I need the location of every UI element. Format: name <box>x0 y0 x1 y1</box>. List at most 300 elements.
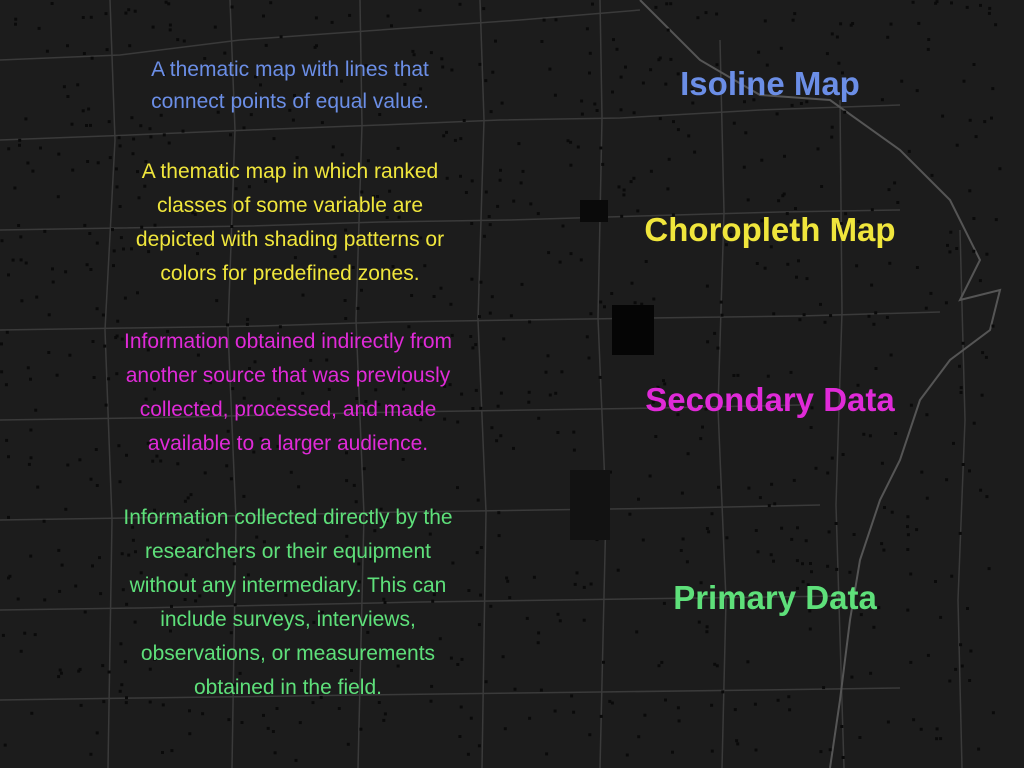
population-dot <box>955 247 958 250</box>
population-dot <box>18 144 21 147</box>
population-dot <box>952 442 955 445</box>
population-dot <box>590 583 593 586</box>
population-dot <box>968 469 971 472</box>
population-dot <box>43 230 46 233</box>
population-dot <box>810 426 813 429</box>
population-dot <box>433 295 436 298</box>
population-dot <box>658 664 661 667</box>
population-dot <box>540 689 543 692</box>
population-dot <box>445 131 448 134</box>
population-dot <box>96 484 99 487</box>
definition-secondary-data: Information obtained indirectly from another source that was previously collected, processed, and made available to a larger audience. <box>124 330 452 455</box>
population-dot <box>945 478 948 481</box>
population-dot <box>7 516 10 519</box>
population-dot <box>882 549 885 552</box>
population-dot <box>764 19 767 22</box>
population-dot <box>231 6 234 9</box>
population-dot <box>315 44 318 47</box>
population-dot <box>826 52 829 55</box>
population-dot <box>363 467 366 470</box>
population-dot <box>267 727 270 730</box>
population-dot <box>815 467 818 470</box>
population-dot <box>979 4 982 7</box>
population-dot <box>190 493 193 496</box>
population-dot <box>576 571 579 574</box>
population-dot <box>981 394 984 397</box>
population-dot <box>950 575 953 578</box>
population-dot <box>988 7 991 10</box>
population-dot <box>47 351 50 354</box>
population-dot <box>20 258 23 261</box>
population-dot <box>780 527 783 530</box>
population-dot <box>972 250 975 253</box>
population-dot <box>4 744 7 747</box>
population-dot <box>665 2 668 5</box>
population-dot <box>262 15 265 18</box>
population-dot <box>733 122 736 125</box>
population-dot <box>961 665 964 668</box>
population-dot <box>698 621 701 624</box>
population-dot <box>869 672 872 675</box>
population-dot <box>667 29 670 32</box>
population-dot <box>645 260 648 263</box>
population-dot <box>537 212 540 215</box>
population-dot <box>537 631 540 634</box>
population-dot <box>672 120 675 123</box>
population-dot <box>570 694 573 697</box>
population-dot <box>810 570 813 573</box>
population-dot <box>332 145 335 148</box>
population-dot <box>108 120 111 123</box>
population-dot <box>755 529 758 532</box>
population-dot <box>574 583 577 586</box>
population-dot <box>908 150 911 153</box>
population-dot <box>620 108 623 111</box>
population-dot <box>790 371 793 374</box>
population-dot <box>650 170 653 173</box>
population-dot <box>711 750 714 753</box>
population-dot <box>791 104 794 107</box>
population-dot <box>678 719 681 722</box>
population-dot <box>504 727 507 730</box>
population-dot <box>176 462 179 465</box>
population-dot <box>936 727 939 730</box>
population-dot <box>720 301 723 304</box>
population-dot <box>19 235 22 238</box>
population-dot <box>13 187 16 190</box>
population-dot <box>152 26 155 29</box>
population-dot <box>588 72 591 75</box>
population-dot <box>46 50 49 53</box>
population-dot <box>939 737 942 740</box>
population-dot <box>843 111 846 114</box>
population-dot <box>537 641 540 644</box>
population-dot <box>983 120 986 123</box>
population-dot <box>583 586 586 589</box>
population-dot <box>747 487 750 490</box>
population-dot <box>649 475 652 478</box>
population-dot <box>736 374 739 377</box>
population-dot <box>929 292 932 295</box>
population-dot <box>28 463 31 466</box>
population-dot <box>510 314 513 317</box>
population-dot <box>167 2 170 5</box>
population-dot <box>596 109 599 112</box>
population-dot <box>128 44 131 47</box>
population-dot <box>82 16 85 19</box>
population-dot <box>716 664 719 667</box>
population-dot <box>969 650 972 653</box>
population-dot <box>616 48 619 51</box>
population-dot <box>297 485 300 488</box>
population-dot <box>788 708 791 711</box>
population-dot <box>755 749 758 752</box>
population-dot <box>527 401 530 404</box>
population-dot <box>118 136 121 139</box>
population-dot <box>612 38 615 41</box>
population-dot <box>693 151 696 154</box>
population-dot <box>798 318 801 321</box>
population-dot <box>991 87 994 90</box>
population-dot <box>632 177 635 180</box>
population-dot <box>116 320 119 323</box>
population-dot <box>274 751 277 754</box>
population-dot <box>962 463 965 466</box>
population-dot <box>975 135 978 138</box>
population-dot <box>547 354 550 357</box>
population-dot <box>969 119 972 122</box>
population-dot <box>569 164 572 167</box>
population-dot <box>826 472 829 475</box>
population-dot <box>204 471 207 474</box>
population-dot <box>842 453 845 456</box>
population-dot <box>581 113 584 116</box>
population-dot <box>460 706 463 709</box>
population-dot <box>631 282 634 285</box>
population-dot <box>839 22 842 25</box>
population-dot <box>959 643 962 646</box>
population-dot <box>848 571 851 574</box>
population-dot <box>572 431 575 434</box>
population-dot <box>941 115 944 118</box>
population-dot <box>601 163 604 166</box>
population-dot <box>6 331 9 334</box>
population-dot <box>559 619 562 622</box>
population-dot <box>927 48 930 51</box>
population-dot <box>687 452 690 455</box>
population-dot <box>972 217 975 220</box>
population-dot <box>545 371 548 374</box>
population-dot <box>494 40 497 43</box>
population-dot <box>925 307 928 310</box>
population-dot <box>891 511 894 514</box>
population-dot <box>706 340 709 343</box>
population-dot <box>948 680 951 683</box>
population-dot <box>280 35 283 38</box>
population-dot <box>43 520 46 523</box>
population-dot <box>711 512 714 515</box>
population-dot <box>797 259 800 262</box>
population-dot <box>556 431 559 434</box>
population-dot <box>617 569 620 572</box>
population-dot <box>548 68 551 71</box>
population-dot <box>38 27 41 30</box>
population-dot <box>840 725 843 728</box>
population-dot <box>533 576 536 579</box>
population-dot <box>482 7 485 10</box>
population-dot <box>868 315 871 318</box>
population-dot <box>830 136 833 139</box>
population-dot <box>610 292 613 295</box>
population-dot <box>537 417 540 420</box>
population-dot <box>467 753 470 756</box>
population-dot <box>521 283 524 286</box>
population-dot <box>706 625 709 628</box>
population-dot <box>966 607 969 610</box>
population-dot <box>170 749 173 752</box>
population-dot <box>96 307 99 310</box>
population-dot <box>950 1 953 4</box>
population-dot <box>589 52 592 55</box>
population-dot <box>7 273 10 276</box>
population-dot <box>557 613 560 616</box>
population-dot <box>888 188 891 191</box>
population-dot <box>754 703 757 706</box>
population-dot <box>912 718 915 721</box>
population-dot <box>5 383 8 386</box>
population-dot <box>634 301 637 304</box>
population-dot <box>855 264 858 267</box>
population-dot <box>165 1 168 4</box>
population-dot <box>353 484 356 487</box>
population-dot <box>888 262 891 265</box>
population-dot <box>912 1 915 4</box>
population-dot <box>96 731 99 734</box>
population-dot <box>736 742 739 745</box>
population-dot <box>637 735 640 738</box>
population-dot <box>706 527 709 530</box>
population-dot <box>652 298 655 301</box>
population-dot <box>806 277 809 280</box>
population-dot <box>569 141 572 144</box>
population-dot <box>7 577 10 580</box>
population-dot <box>793 479 796 482</box>
population-dot <box>746 660 749 663</box>
population-dot <box>626 754 629 757</box>
population-dot <box>699 437 702 440</box>
population-dot <box>580 258 583 261</box>
population-dot <box>669 58 672 61</box>
population-dot <box>835 522 838 525</box>
population-dot <box>163 133 166 136</box>
population-dot <box>26 162 29 165</box>
population-dot <box>786 263 789 266</box>
population-dot <box>705 11 708 14</box>
population-dot <box>819 303 822 306</box>
population-dot <box>805 539 808 542</box>
population-dot <box>586 335 589 338</box>
population-dot <box>66 464 69 467</box>
population-dot <box>777 699 780 702</box>
population-dot <box>554 392 557 395</box>
population-dot <box>666 187 669 190</box>
population-dot <box>489 312 492 315</box>
population-dot <box>17 224 20 227</box>
population-dot <box>529 202 532 205</box>
population-dot <box>985 495 988 498</box>
dense-dot-cluster <box>612 305 654 355</box>
population-dot <box>124 297 127 300</box>
population-dot <box>611 702 614 705</box>
population-dot <box>227 718 230 721</box>
population-dot <box>470 717 473 720</box>
population-dot <box>410 294 413 297</box>
population-dot <box>836 36 839 39</box>
population-dot <box>573 449 576 452</box>
population-dot <box>384 712 387 715</box>
population-dot <box>7 147 10 150</box>
population-dot <box>623 189 626 192</box>
population-dot <box>760 159 763 162</box>
population-dot <box>29 429 32 432</box>
population-dot <box>862 433 865 436</box>
population-dot <box>756 262 759 265</box>
population-dot <box>721 690 724 693</box>
population-dot <box>934 580 937 583</box>
population-dot <box>149 127 152 130</box>
population-dot <box>777 199 780 202</box>
population-dot <box>299 721 302 724</box>
population-dot <box>906 548 909 551</box>
population-dot <box>927 38 930 41</box>
population-dot <box>931 174 934 177</box>
population-dot <box>793 12 796 15</box>
population-dot <box>230 477 233 480</box>
population-dot <box>169 24 172 27</box>
population-dot <box>31 170 34 173</box>
population-dot <box>454 139 457 142</box>
population-dot <box>790 538 793 541</box>
population-dot <box>710 704 713 707</box>
population-dot <box>344 317 347 320</box>
population-dot <box>572 711 575 714</box>
population-dot <box>528 391 531 394</box>
population-dot <box>66 44 69 47</box>
population-dot <box>459 137 462 140</box>
population-dot <box>618 185 621 188</box>
population-dot <box>357 307 360 310</box>
population-dot <box>543 19 546 22</box>
population-dot <box>962 342 965 345</box>
population-dot <box>554 94 557 97</box>
population-dot <box>716 347 719 350</box>
population-dot <box>680 549 683 552</box>
population-dot <box>411 50 414 53</box>
population-dot <box>35 296 38 299</box>
population-dot <box>686 560 689 563</box>
population-dot <box>188 732 191 735</box>
definition-isoline: A thematic map with lines that connect points of equal value. <box>151 58 429 113</box>
population-dot <box>214 26 217 29</box>
population-dot <box>776 112 779 115</box>
population-dot <box>272 730 275 733</box>
population-dot <box>780 47 783 50</box>
population-dot <box>51 267 54 270</box>
population-dot <box>682 538 685 541</box>
population-dot <box>968 679 971 682</box>
population-dot <box>161 751 164 754</box>
population-dot <box>5 439 8 442</box>
population-dot <box>201 712 204 715</box>
population-dot <box>960 391 963 394</box>
population-dot <box>25 262 28 265</box>
population-dot <box>591 3 594 6</box>
population-dot <box>831 457 834 460</box>
population-dot <box>89 124 92 127</box>
population-dot <box>995 218 998 221</box>
population-dot <box>803 313 806 316</box>
population-dot <box>787 695 790 698</box>
population-dot <box>757 550 760 553</box>
population-dot <box>633 111 636 114</box>
population-dot <box>136 291 139 294</box>
population-dot <box>994 23 997 26</box>
dense-dot-cluster <box>570 470 610 540</box>
population-dot <box>577 146 580 149</box>
population-dot <box>478 315 481 318</box>
population-dot <box>52 281 55 284</box>
population-dot <box>89 753 92 756</box>
population-dot <box>265 44 268 47</box>
population-dot <box>603 305 606 308</box>
population-dot <box>36 486 39 489</box>
population-dot <box>348 14 351 17</box>
population-dot <box>106 48 109 51</box>
population-dot <box>608 700 611 703</box>
population-dot <box>681 492 684 495</box>
population-dot <box>43 598 46 601</box>
population-dot <box>302 294 305 297</box>
population-dot <box>985 253 988 256</box>
population-dot <box>990 117 993 120</box>
population-dot <box>315 16 318 19</box>
population-dot <box>555 18 558 21</box>
population-dot <box>715 13 718 16</box>
population-dot <box>588 733 591 736</box>
population-dot <box>992 325 995 328</box>
population-dot <box>906 515 909 518</box>
population-dot <box>599 376 602 379</box>
population-dot <box>801 562 804 565</box>
population-dot <box>772 312 775 315</box>
population-dot <box>600 715 603 718</box>
population-dot <box>935 737 938 740</box>
population-dot <box>735 739 738 742</box>
population-dot <box>14 18 17 21</box>
population-dot <box>920 728 923 731</box>
population-dot <box>630 180 633 183</box>
population-dot <box>819 750 822 753</box>
population-dot <box>915 528 918 531</box>
population-dot <box>593 103 596 106</box>
population-dot <box>770 553 773 556</box>
population-dot <box>707 530 710 533</box>
population-dot <box>734 708 737 711</box>
population-dot <box>419 9 422 12</box>
population-dot <box>276 707 279 710</box>
population-dot <box>459 3 462 6</box>
population-dot <box>105 12 108 15</box>
